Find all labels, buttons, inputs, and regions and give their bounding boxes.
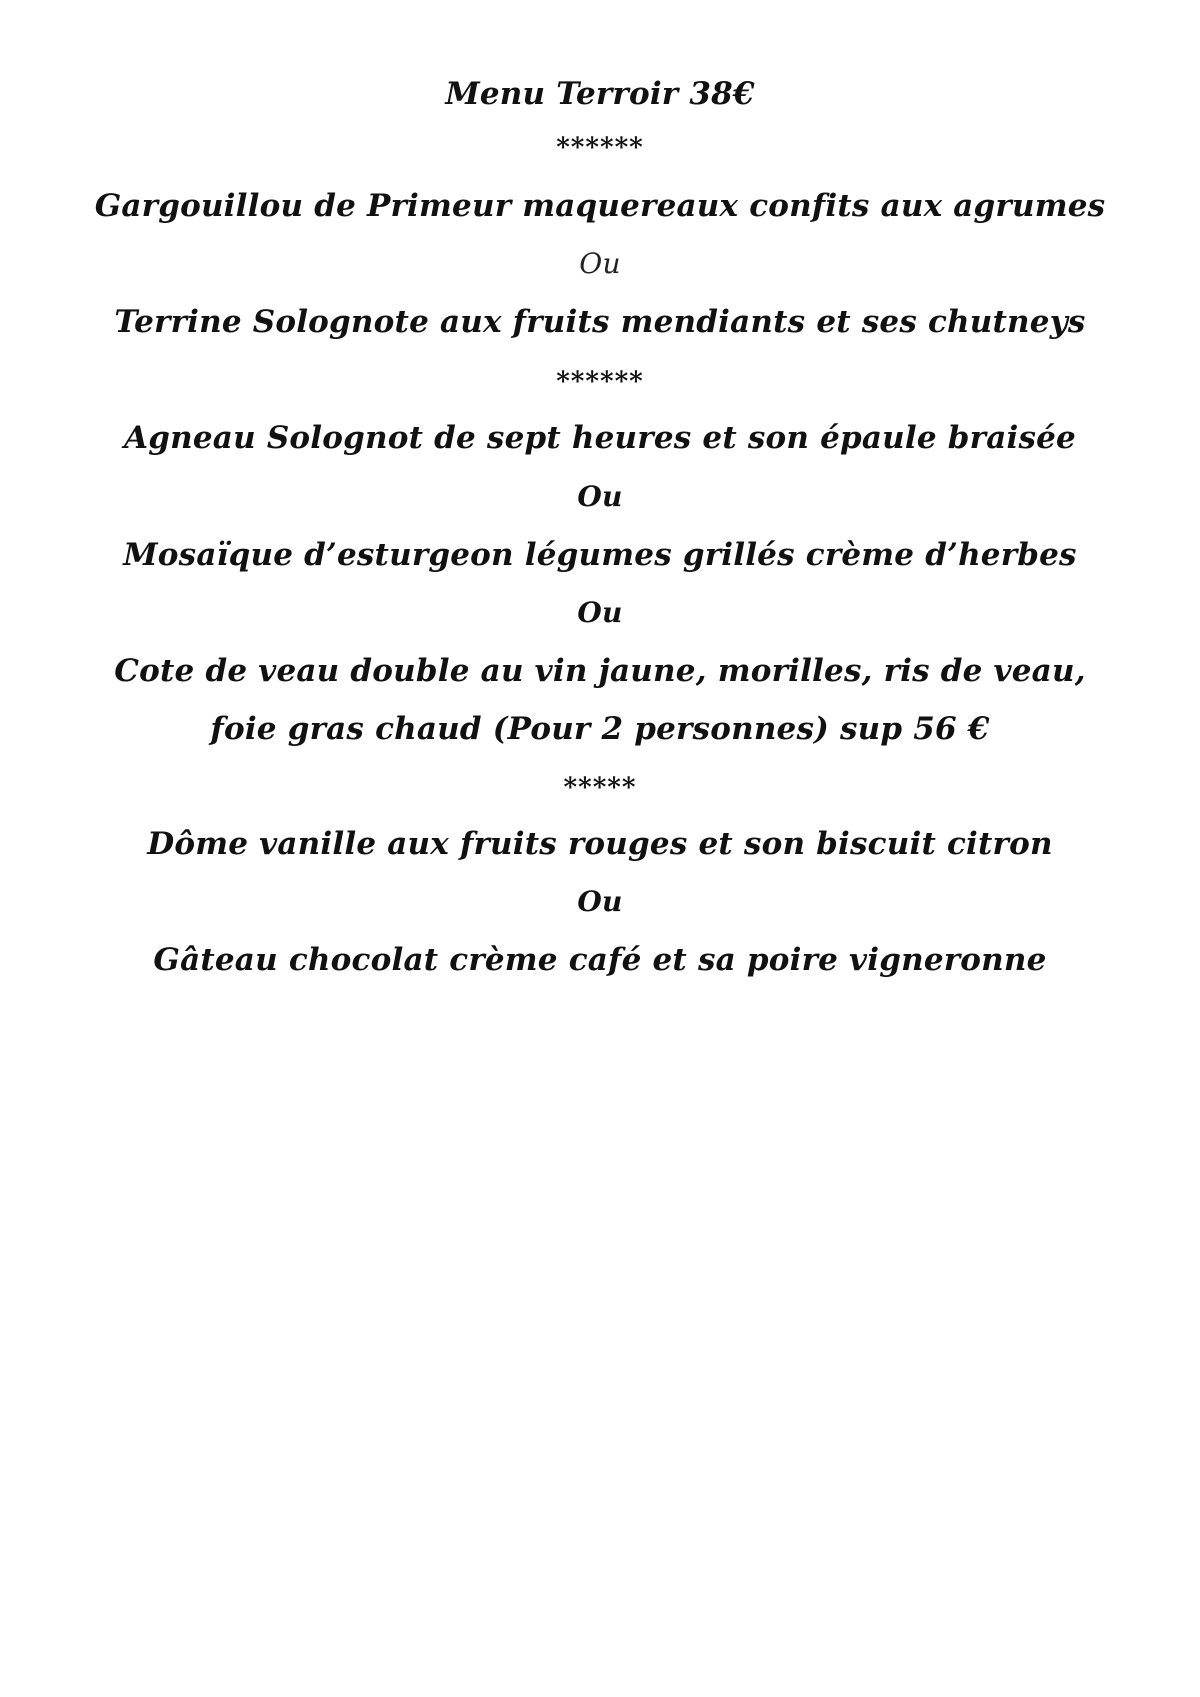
- main-option-1: Agneau Solognot de sept heures et son épaule braisée: [124, 420, 1076, 456]
- dessert-option-2: Gâteau chocolat crème café et sa poire vigneronne: [153, 942, 1047, 978]
- section-separator-3: *****: [563, 773, 637, 803]
- main-option-3-line-1: Cote de veau double au vin jaune, morilles, ris de veau,: [114, 653, 1086, 689]
- section-separator-1: ******: [556, 133, 644, 163]
- main-option-2: Mosaïque d’esturgeon légumes grillés crème d’herbes: [123, 537, 1077, 573]
- starter-option-2: Terrine Solognote aux fruits mendiants et ses chutneys: [114, 304, 1086, 340]
- or-label-3: Ou: [577, 596, 623, 629]
- or-label-4: Ou: [577, 885, 623, 918]
- section-separator-2: ******: [556, 367, 644, 397]
- or-label-1: Ou: [579, 247, 621, 280]
- main-option-3-line-2: foie gras chaud (Pour 2 personnes) sup 56 €: [210, 711, 990, 747]
- starter-option-1: Gargouillou de Primeur maquereaux confits aux agrumes: [94, 188, 1106, 224]
- or-label-2: Ou: [577, 480, 623, 513]
- menu-title: Menu Terroir 38€: [445, 76, 755, 112]
- dessert-option-1: Dôme vanille aux fruits rouges et son biscuit citron: [147, 826, 1053, 862]
